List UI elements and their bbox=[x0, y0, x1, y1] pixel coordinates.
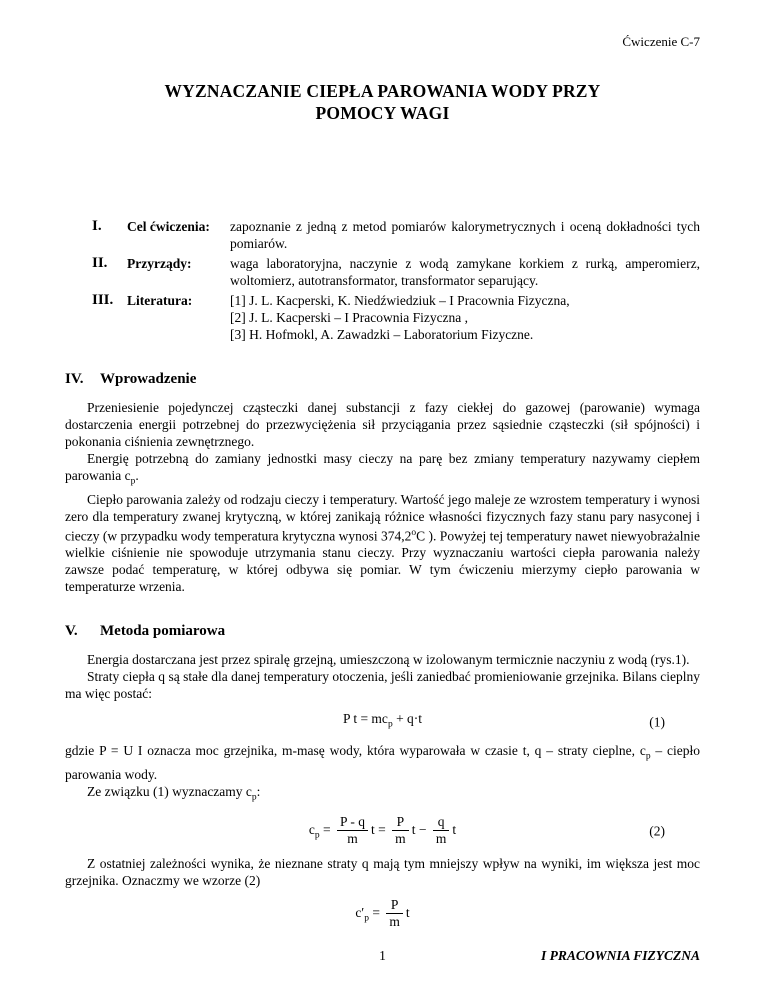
fraction-denominator: m bbox=[395, 831, 406, 847]
item-label: Przyrządy: bbox=[127, 256, 192, 271]
text-segment: . bbox=[135, 468, 139, 483]
fraction bbox=[392, 814, 409, 847]
title-line-2: POMOCY WAGI bbox=[315, 103, 450, 123]
eq-segment: − bbox=[415, 821, 430, 837]
item-text: zapoznanie z jedną z metod pomiarów kalorymetrycznych i oceną dokładności tych pomiarów. bbox=[230, 219, 700, 251]
section-v-heading bbox=[65, 622, 700, 641]
page-footer bbox=[65, 947, 700, 964]
eq-segment: = bbox=[319, 821, 335, 837]
text-segment: Ciepło parowania zależy od rodzaju cieczy i temperatury. Wartość jego maleje ze wzrostem temperatury i wynosi zero dla temperatury zwanej krytyczną, w której zanikają różnice własności fizycznych fazy stanu pary nasyconej i cieczy (w przypadku wody temperatura krytyczna wynosi 374,2 bbox=[65, 491, 700, 544]
superscript-degree: o bbox=[411, 527, 417, 538]
eq-segment: c bbox=[308, 821, 315, 837]
title-line-1: WYZNACZANIE CIEPŁA PAROWANIA WODY PRZY bbox=[164, 81, 601, 101]
paragraph-intro-2 bbox=[65, 450, 700, 491]
fraction bbox=[386, 897, 403, 930]
subscript-p: p bbox=[364, 913, 370, 924]
eq-segment: t bbox=[405, 904, 410, 920]
fraction bbox=[337, 814, 368, 847]
reference-1: [1] J. L. Kacperski, K. Niedźwiedziuk – I Pracownia Fizyczna, bbox=[230, 293, 570, 308]
equation-body bbox=[342, 711, 423, 730]
text-segment: Energię potrzebną do zamiany jednostki masy cieczy na parę bez zmiany temperatury nazywamy ciepłem parowania c bbox=[65, 451, 700, 483]
fraction-denominator: m bbox=[435, 831, 447, 847]
section-iv-heading bbox=[65, 370, 700, 389]
paragraph-method-1: Energia dostarczana jest przez spiralę grzejną, umieszczoną w izolowanym termicznie naczyniu z wodą (rys.1). bbox=[87, 652, 690, 668]
equation-number: (1) bbox=[649, 714, 665, 730]
equation-body bbox=[355, 897, 410, 930]
footer-series-label: I PRACOWNIA FIZYCZNA bbox=[540, 948, 700, 963]
item-text: waga laboratoryjna, naczynie z wodą zamykane korkiem z rurką, amperomierz, woltomierz, autotransformator, transformator separujący. bbox=[230, 256, 700, 288]
text-segment: Ze związku (1) wyznaczamy c bbox=[87, 783, 252, 799]
text-segment: – ciepło parowania wody. bbox=[65, 742, 700, 782]
eq-segment: t bbox=[371, 821, 375, 837]
fraction bbox=[433, 814, 450, 847]
paragraph-intro-3 bbox=[65, 491, 700, 596]
front-matter-list bbox=[92, 218, 700, 343]
list-item-cel-cwiczenia bbox=[92, 218, 700, 252]
section-title: Metoda pomiarowa bbox=[100, 623, 226, 640]
item-text bbox=[230, 292, 700, 343]
text-segment: : bbox=[256, 783, 261, 799]
list-item-literatura bbox=[92, 292, 700, 343]
paragraph-intro-1: Przeniesienie pojedynczej cząsteczki danej substancji z fazy ciekłej do gazowej (parowanie) wymaga dostarczenia energii potrzebnej do przezwyciężenia sił przyciągania przez sąsiednie cząsteczki (sił spójności) i pokonania ciśnienia zewnętrznego. bbox=[65, 400, 700, 449]
subscript-p: p bbox=[130, 476, 136, 487]
fraction-denominator: m bbox=[389, 914, 400, 930]
item-label: Cel ćwiczenia: bbox=[127, 219, 210, 234]
paragraph-method-5: Z ostatniej zależności wynika, że nieznane straty q mają tym mniejszy wpływ na wyniki, im większa jest moc grzejnika. Oznaczmy we wzorze (2) bbox=[65, 856, 700, 889]
text-segment: C ). Powyżej tej temperatury nawet niewyobrażalnie wielkie ciśnienie nie spowoduje utrzymania stanu cieczy. Przy wyznaczaniu wartości ciepła parowania należy zawsze podać temperaturę, w której odbywa się pomiar. W tym ćwiczeniu mierzymy ciepło parowania w temperaturze wrzenia. bbox=[65, 528, 700, 595]
document-title bbox=[65, 80, 700, 124]
subscript-p: p bbox=[314, 830, 320, 841]
equation-1 bbox=[65, 710, 700, 734]
equation-2 bbox=[65, 814, 700, 847]
text-segment: gdzie P = U I oznacza moc grzejnika, m-masę wody, która wyparowała w czasie t, q – straty cieplne, c bbox=[65, 742, 646, 758]
item-label: Literatura: bbox=[127, 293, 193, 308]
equation-3 bbox=[65, 897, 700, 930]
page-header bbox=[65, 34, 700, 50]
item-numeral: II. bbox=[92, 255, 108, 271]
fraction-numerator: P bbox=[386, 897, 403, 914]
eq-segment: c′ bbox=[355, 904, 365, 920]
reference-2: [2] J. L. Kacperski – I Pracownia Fizyczna , bbox=[230, 310, 469, 325]
paragraph-method-4 bbox=[65, 783, 700, 807]
page-number: 1 bbox=[379, 948, 386, 963]
item-numeral: III. bbox=[92, 292, 114, 308]
eq-segment: = bbox=[369, 904, 384, 920]
eq-segment: t bbox=[411, 821, 416, 837]
equation-number: (2) bbox=[649, 823, 665, 839]
section-numeral: V. bbox=[65, 623, 78, 640]
paragraph-method-2: Straty ciepła q są stałe dla danej temperatury otoczenia, jeśli zaniedbać promieniowanie grzejnika. Bilans cieplny ma więc postać: bbox=[65, 669, 700, 702]
paragraph-method-3 bbox=[65, 742, 700, 783]
eq-segment: + q·t bbox=[392, 711, 423, 727]
fraction-denominator: m bbox=[347, 831, 358, 847]
eq-segment: = bbox=[374, 821, 390, 837]
equation-body bbox=[308, 814, 457, 847]
reference-3: [3] H. Hofmokl, A. Zawadzki – Laboratorium Fizyczne. bbox=[230, 327, 534, 342]
fraction-numerator: P - q bbox=[337, 814, 368, 831]
list-item-przyrzady bbox=[92, 255, 700, 289]
fraction-numerator: P bbox=[392, 814, 409, 831]
section-title: Wprowadzenie bbox=[100, 371, 197, 387]
eq-segment: P t = mc bbox=[342, 711, 388, 727]
fraction-numerator: q bbox=[433, 814, 450, 831]
exercise-label: Ćwiczenie C-7 bbox=[622, 34, 700, 49]
subscript-p: p bbox=[387, 719, 393, 730]
item-numeral: I. bbox=[92, 218, 102, 234]
subscript-p: p bbox=[251, 792, 257, 803]
section-numeral: IV. bbox=[65, 371, 84, 387]
eq-segment: t bbox=[452, 821, 457, 837]
subscript-p: p bbox=[645, 751, 651, 762]
